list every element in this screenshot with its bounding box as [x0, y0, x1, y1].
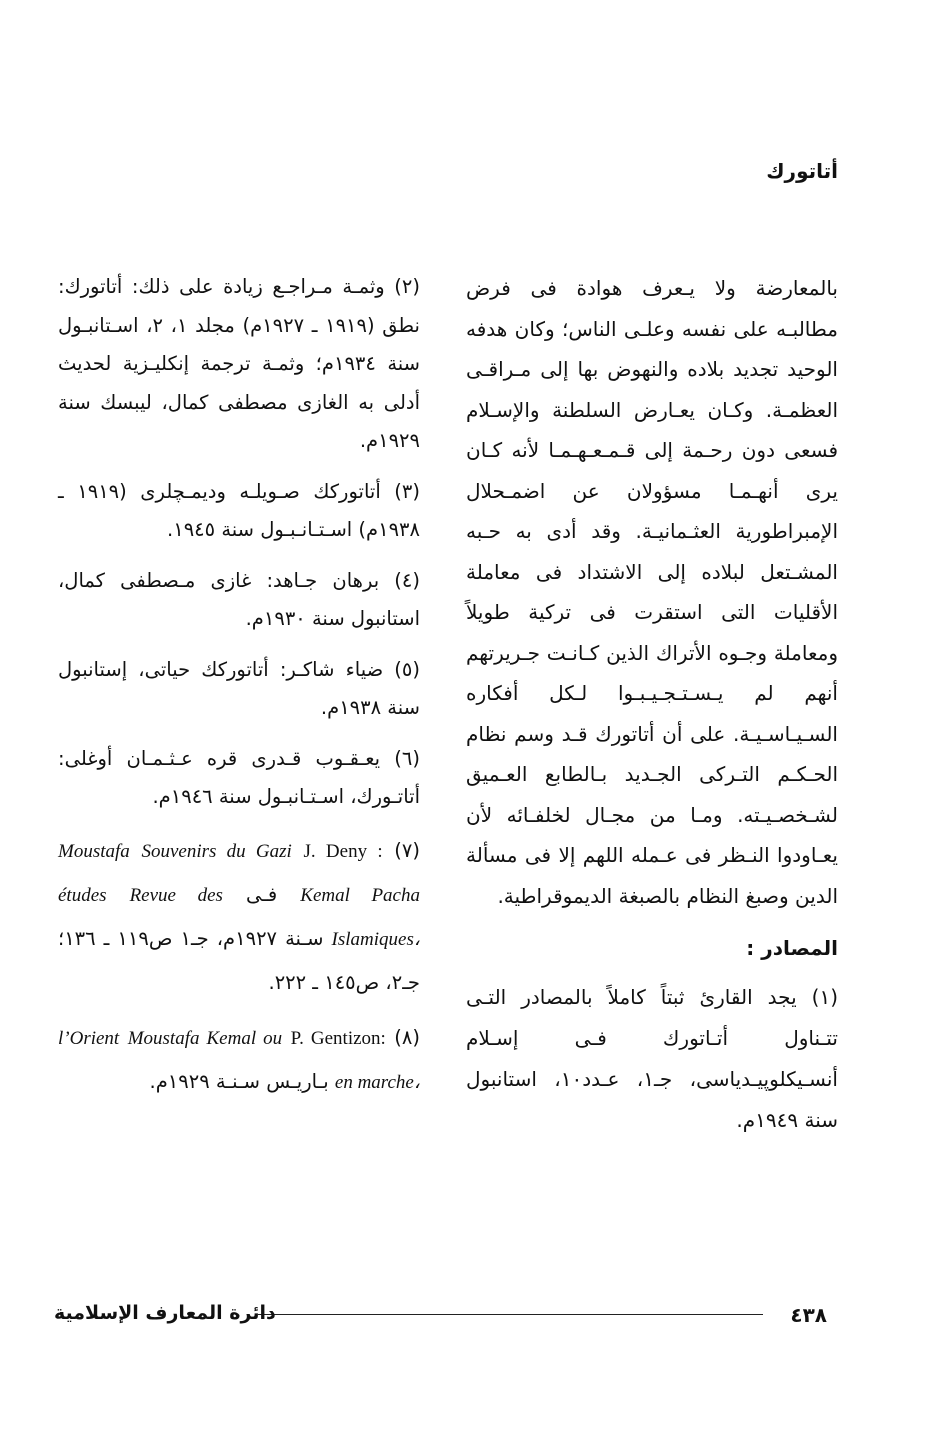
reference-5: (٥) ضياء شاكـر: أتاتوركك حياتى، إستانبول سنة ١٩٣٨م. — [58, 657, 420, 719]
reference-8 — [58, 1016, 420, 1104]
sources-heading: المصادر : — [746, 936, 838, 960]
publication-title: دائرة المعارف الإسلامية — [54, 1302, 276, 1324]
reference-7-journal-a: Revue des — [129, 884, 223, 906]
reference-8-number: (٨) — [394, 1025, 420, 1049]
reference-7-author: J. Deny : — [303, 840, 383, 862]
reference-1: (١) يجد القارئ ثبتاً كاملاً بالمصادر التـى تتـناول أتـاتورك فـى إسـلام أنسـيكلوپيـدياسى، جـ١، عـدد١٠، استانبول سنة ١٩٤٩م. — [466, 984, 838, 1132]
reference-8-author: P. Gentizon: — [290, 1027, 386, 1049]
running-head: أتاتورك — [766, 159, 838, 183]
reference-4: (٤) برهان جـاهد: غازى مـصطفى كمال، استانبول سنة ١٩٣٠م. — [58, 568, 420, 630]
reference-7-details: سـنة ١٩٢٧م، جـ١ ص١١٩ ـ ١٣٦؛ جـ٢، ص١٤٥ ـ ٢٢٢. — [58, 926, 420, 994]
reference-7-title-b: Moustafa Kemal Pacha — [58, 840, 420, 906]
reference-7-journal-b: études Islamiques، — [58, 884, 420, 950]
footer-divider — [258, 1314, 763, 1315]
reference-7-connector: فـى — [245, 882, 278, 906]
reference-8-details: بـاريـس سـنـة ١٩٢٩م. — [149, 1069, 329, 1093]
reference-8-title-a: Moustafa Kemal ou — [127, 1027, 283, 1049]
reference-2: (٢) وثمـة مـراجـع زيادة على ذلك: أتاتورك: نطق (١٩١٩ ـ ١٩٢٧م) مجلد ١، ٢، اسـتانبـول سنة ١٩٣٤م؛ وثمـة ترجمة إنكليـزية لحديث أدلى به الغازى مصطفى كمال، ليبسك سنة ١٩٢٩م. — [58, 275, 420, 452]
reference-7-title-a: Souvenirs du Gazi — [141, 840, 292, 862]
reference-8-title-b: l’Orient en marche، — [58, 1027, 420, 1093]
page-number: ٤٣٨ — [790, 1303, 827, 1327]
reference-7-number: (٧) — [394, 838, 420, 862]
reference-3: (٣) أتاتوركك صـويلـه وديمـچلرى (١٩١٩ ـ ١٩٣٨م) اسـتـانـبـول سنة ١٩٤٥. — [58, 479, 420, 541]
article-body-text: بالمعارضة ولا يـعرف هوادة فى فرض مطالبـه على نفسه وعلـى الناس؛ وكان هدفه الوحيد تجديد بلاده والنهوض بها إلى مـراقـى العظمـة. وكـان يعـارض السلطنة والإسـلام فسعى دون رحـمة إلى قـمـعـهـمـا لأنه كـان يرى أنهـمـا مسؤولان عن اضمـحلال الإمبراطورية العثـمانيـة. وقد أدى به حـبه المشـتعل لبلاده إلى الاشتداد فى معاملة الأقليات التى استقرت فى تركية طويلاً ومعاملة وجـوه الأتراك الذين كـانـت جـريرتهم أنهم لم يـسـتـجـيـبـوا لـكل أفكاره السـيـاسـيـة. على أن أتاتورك قـد وسم نظام الحـكـم التـركى الجـديد بـالطابع العـميق لشـخصـيـته. ومـا من مجـال لخلفـائه لأن يعـاودوا النـظر فى عـمله اللهم إلا فى مسألة الدين وصبغ النظام بالصبغة الديموقراطية. — [466, 276, 838, 908]
reference-7 — [58, 829, 420, 1004]
right-column — [466, 268, 838, 1141]
reference-6: (٦) يعـقـوب قـدرى قره عـثـمـان أوغلى: أتاتـورك، اسـتـانبـول سنة ١٩٤٦م. — [58, 746, 420, 808]
left-column — [58, 268, 420, 1116]
